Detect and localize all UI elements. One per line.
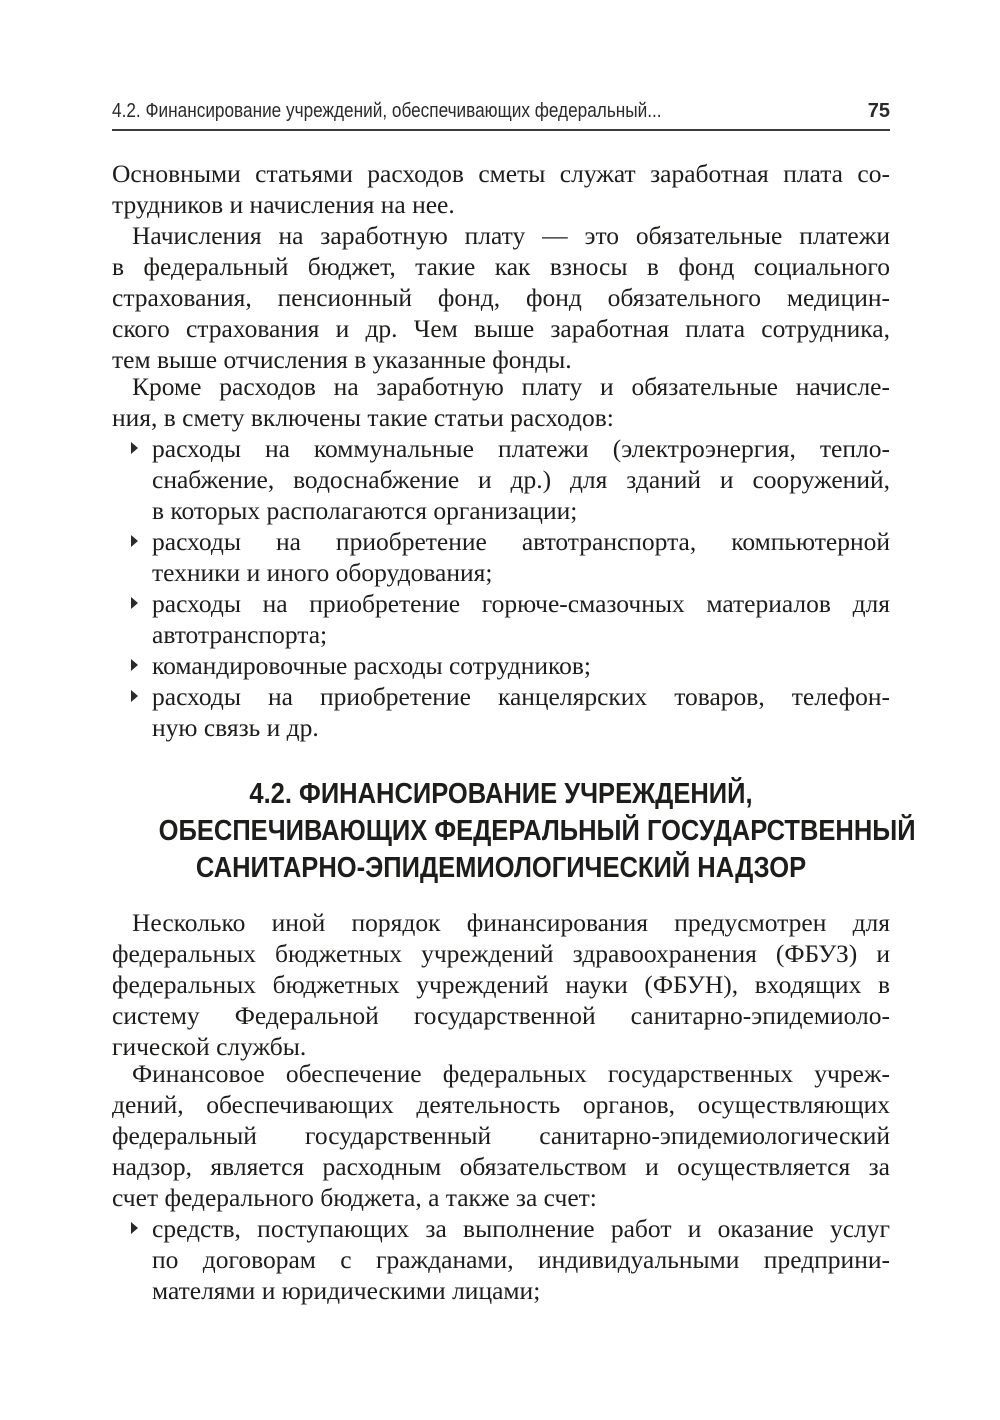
bullet-triangle-icon — [131, 659, 138, 671]
section-heading-line: САНИТАРНО-ЭПИДЕМИОЛОГИЧЕСКИЙ НАДЗОР — [195, 852, 807, 884]
paragraph-line: счет федерального бюджета, а также за счет: — [112, 1183, 597, 1212]
paragraph-line: в федеральный бюджет, такие как взносы в фонд социального — [112, 252, 890, 281]
paragraph-line: гической службы. — [112, 1032, 307, 1061]
paragraph-line: Начисления на заработную плату — это обязательные платежи — [132, 221, 890, 250]
list-item-line: расходы на приобретение автотранспорта, компьютерной — [152, 527, 890, 556]
list-item-line: расходы на приобретение горюче-смазочных материалов для — [152, 589, 890, 618]
section-heading-line: 4.2. ФИНАНСИРОВАНИЕ УЧРЕЖДЕНИЙ, — [249, 778, 753, 810]
paragraph-line: Финансовое обеспечение федеральных государственных учреж- — [132, 1059, 890, 1088]
list-item-line: командировочные расходы сотрудников; — [152, 651, 591, 680]
paragraph-line: тем выше отчисления в указанные фонды. — [112, 345, 572, 374]
list-item-line: автотранспорта; — [152, 620, 328, 649]
paragraph-line: надзор, является расходным обязательством и осуществляется за — [112, 1152, 890, 1181]
paragraph-line: федеральных бюджетных учреждений здравоохранения (ФБУЗ) и — [112, 939, 890, 968]
paragraph-line: федеральных бюджетных учреждений науки (ФБУН), входящих в — [112, 970, 890, 999]
running-header-title: 4.2. Финансирование учреждений, обеспечивающих федеральный... — [112, 100, 662, 122]
section-heading-line: ОБЕСПЕЧИВАЮЩИХ ФЕДЕРАЛЬНЫЙ ГОСУДАРСТВЕННЫЙ — [158, 815, 916, 847]
paragraph-line: дений, обеспечивающих деятельность органов, осуществляющих — [112, 1090, 890, 1119]
paragraph-line: Основными статьями расходов сметы служат заработная плата со- — [112, 159, 890, 188]
paragraph-line: ния, в смету включены такие статьи расходов: — [112, 403, 614, 432]
paragraph-line: ского страхования и др. Чем выше заработная плата сотрудника, — [112, 314, 890, 343]
paragraph-line: страхования, пенсионный фонд, фонд обязательного медицин- — [112, 283, 890, 312]
list-item-line: средств, поступающих за выполнение работ и оказание услуг — [152, 1214, 890, 1243]
list-item-line: в которых располагаются организации; — [152, 496, 578, 525]
bullet-triangle-icon — [131, 442, 138, 454]
list-item-line: по договорам с гражданами, индивидуальными предприни- — [152, 1245, 890, 1274]
list-item-line: ную связь и др. — [152, 713, 319, 742]
bullet-triangle-icon — [131, 690, 138, 702]
list-item-line: расходы на приобретение канцелярских товаров, телефон- — [152, 682, 890, 711]
bullet-triangle-icon — [131, 1222, 138, 1234]
list-item-line: расходы на коммунальные платежи (электроэнергия, тепло- — [152, 434, 890, 463]
paragraph-line: трудников и начисления на нее. — [112, 190, 455, 219]
list-item-line: техники и иного оборудования; — [152, 558, 493, 587]
paragraph-line: федеральный государственный санитарно-эпидемиологический — [112, 1121, 890, 1150]
list-item-line: мателями и юридическими лицами; — [152, 1276, 541, 1305]
page-number: 75 — [867, 100, 890, 122]
running-header — [112, 93, 890, 131]
list-item-line: снабжение, водоснабжение и др.) для зданий и сооружений, — [152, 465, 890, 494]
paragraph-line: Кроме расходов на заработную плату и обязательные начисле- — [132, 372, 890, 401]
paragraph-line: систему Федеральной государственной санитарно-эпидемиоло- — [112, 1001, 890, 1030]
bullet-triangle-icon — [131, 597, 138, 609]
bullet-triangle-icon — [131, 535, 138, 547]
paragraph-line: Несколько иной порядок финансирования предусмотрен для — [132, 908, 890, 937]
